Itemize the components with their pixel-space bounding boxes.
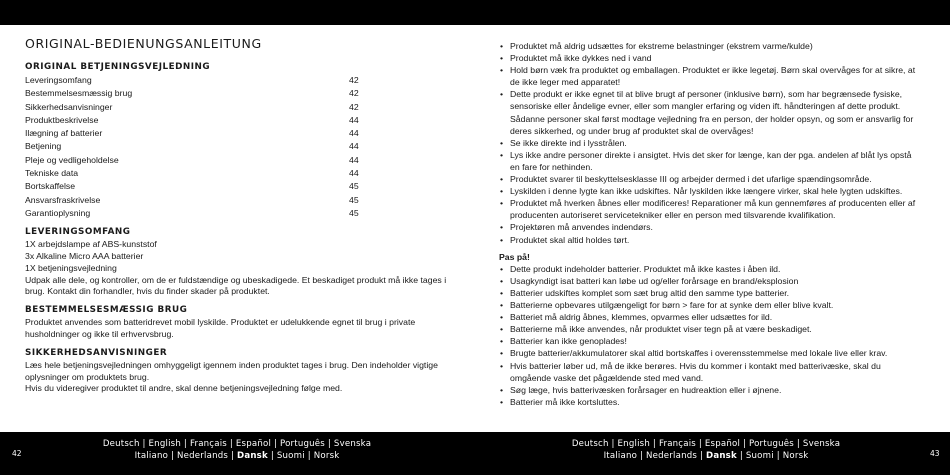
safety-bullet-list [499,40,919,246]
bullet-item: • Produktet må ikke dykkes ned i vand [499,52,919,64]
top-bar [0,0,950,25]
battery-bullet-list [499,263,919,408]
toc-page: 42 [349,75,359,85]
toc-label: Produktbeskrivelse [25,114,99,125]
toc-label: Ilægning af batterier [25,128,103,139]
bullet-item: • Usagkyndigt isat batteri kan løbe ud og/eller forårsage en brand/eksplosion [499,275,919,287]
toc-label: Sikkerhedsanvisninger [25,101,113,112]
leveringsomfang-line: 1X betjeningsvejledning [25,262,117,273]
document-title: ORIGINAL-BEDIENUNGSANLEITUNG [25,36,262,51]
toc-page: 42 [349,88,359,99]
bullet-item: • Se ikke direkte ind i lysstrålen. [499,137,919,149]
bullet-item: • Batteriet må aldrig åbnes, klemmes, opvarmes eller udsættes for ild. [499,311,919,323]
bullet-item: • Søg læge, hvis batterivæsken forårsager en hudreaktion eller i øjnene. [499,384,919,396]
leveringsomfang-line: 3x Alkaline Micro AAA batterier [25,251,144,262]
bullet-item: • Hold børn væk fra produktet og emballagen. Produktet er ikke legetøj. Børn skal overvåges for at sikre, at de ikke leger med apparatet! [499,64,919,88]
table-of-contents [25,74,363,220]
leveringsomfang-text: Udpak alle dele, og kontroller, om de er fuldstændige og ubeskadigede. Et beskadiget produkt må ikke tages i brug. Kontakt din forhandler, hvis du finder skader på produktet. [25,274,447,297]
toc-page: 42 [349,101,359,112]
toc-label: Leveringsomfang [25,75,92,85]
toc-page: 45 [349,181,359,192]
bullet-item: • Produktet må aldrig udsættes for ekstreme belastninger (ekstrem varme/kulde) [499,40,919,52]
leveringsomfang-heading: LEVERINGSOMFANG [25,227,131,238]
sikkerhed-text: Læs hele betjeningsvejledningen omhyggeligt igennem inden produktet tages i brug. Den indeholder vigtige oplysninger om produktets brug. [25,359,438,382]
bullet-item: • Batterierne må ikke anvendes, når produktet viser tegn på at være beskadiget. [499,323,919,335]
toc-row [25,154,363,167]
language-nav-left: Deutsch | English | Français | Español | Português | Svenska Italiano | Nederlands | Dansk | Suomi | Norsk [102,439,372,461]
toc-page: 44 [349,141,359,152]
toc-heading: ORIGINAL BETJENINGSVEJLEDNING [25,62,211,72]
toc-label: Tekniske data [25,168,79,179]
sikkerhed-text: Hvis du videregiver produktet til andre, skal denne betjeningsvejledning følge med. [25,383,343,394]
bullet-item: • Projektøren må anvendes indendørs. [499,221,919,233]
toc-row [25,140,363,153]
toc-row [25,74,363,87]
bestemmelse-heading: BESTEMMELSESMÆSSIG BRUG [25,305,188,316]
toc-label: Garantioplysning [25,207,91,218]
toc-page: 45 [349,194,359,205]
toc-page: 44 [349,168,359,179]
sikkerhed-heading: SIKKERHEDSANVISNINGER [25,347,168,358]
toc-row [25,127,363,140]
bullet-item: • Produktet skal altid holdes tørt. [499,234,919,246]
toc-label: Bestemmelsesmæssig brug [25,88,133,99]
toc-label: Bortskaffelse [25,181,76,192]
bullet-item: • Produktet må hverken åbnes eller modificeres! Reparationer må kun gennemføres af producenten eller af producenten autoriseret servicetekniker eller en person med tilsvarende kvalifikation. [499,197,919,221]
bullet-item: • Batterier må ikke kortsluttes. [499,396,919,408]
right-page [499,40,919,408]
page-number-left: 42 [12,449,22,458]
toc-row [25,87,363,100]
pas-paa-heading: Pas på! [499,251,530,262]
toc-label: Pleje og vedligeholdelse [25,154,119,165]
bullet-item: • Batterier udskiftes komplet som sæt brug altid den samme type batterier. [499,287,919,299]
toc-row [25,180,363,193]
leveringsomfang-line: 1X arbejdslampe af ABS-kunststof [25,239,157,250]
toc-row [25,114,363,127]
language-nav-right: Deutsch | English | Français | Español | Português | Svenska Italiano | Nederlands | Dansk | Suomi | Norsk [571,439,841,461]
toc-page: 44 [349,114,359,125]
bullet-item: • Batterierne opbevares utilgængeligt for børn > fare for at synke dem eller blive kvalt. [499,299,919,311]
bullet-item: • Lyskilden i denne lygte kan ikke udskiftes. Når lyskilden ikke længere virker, skal hele lygten udskiftes. [499,185,919,197]
left-page [25,35,450,395]
bestemmelse-text: Produktet anvendes som batteridrevet mobil lyskilde. Produktet er udelukkende egnet til brug i private husholdninger og ikke til erhvervsbrug. [25,317,416,340]
toc-row [25,167,363,180]
bullet-item: • Hvis batterier løber ud, må de ikke berøres. Hvis du kommer i kontakt med batterivæske, skal du omgående vaske det pågældende sted med vand. [499,360,919,384]
toc-label: Betjening [25,141,62,152]
bullet-item: • Brugte batterier/akkumulatorer skal altid bortskaffes i overensstemmelse med lokale live eller krav. [499,347,919,359]
bullet-item: • Dette produkt er ikke egnet til at blive brugt af personer (inklusive børn), som har begrænsede fysiske, sensoriske eller åndelige evner, eller som mangler erfaring og viden ift. håndteringen af dette produkt. Sådanne personer skal først modtage vejledning fra en person, der holder opsyn, og som er ansvarlig for deres sikkerhed, og under brug af produktet skal de overvåges! [499,88,919,136]
bullet-item: • Produktet svarer til beskyttelsesklasse III og arbejder dermed i det ufarlige spændingsområde. [499,173,919,185]
toc-page: 44 [349,128,359,139]
toc-row [25,207,363,220]
toc-row [25,194,363,207]
bullet-item: • Lys ikke andre personer direkte i ansigtet. Hvis det sker for længe, kan der pga. andelen af blåt lys opstå en fare for nethinden. [499,149,919,173]
active-language: Dansk [237,450,268,461]
toc-page: 45 [349,207,359,218]
bullet-item: • Dette produkt indeholder batterier. Produktet må ikke kastes i åben ild. [499,263,919,275]
toc-label: Ansvarsfraskrivelse [25,194,101,205]
active-language: Dansk [706,450,737,461]
page-number-right: 43 [930,449,940,458]
footer-bar [0,432,950,475]
bullet-item: • Batterier kan ikke genoplades! [499,335,919,347]
toc-page: 44 [349,154,359,165]
toc-row [25,101,363,114]
